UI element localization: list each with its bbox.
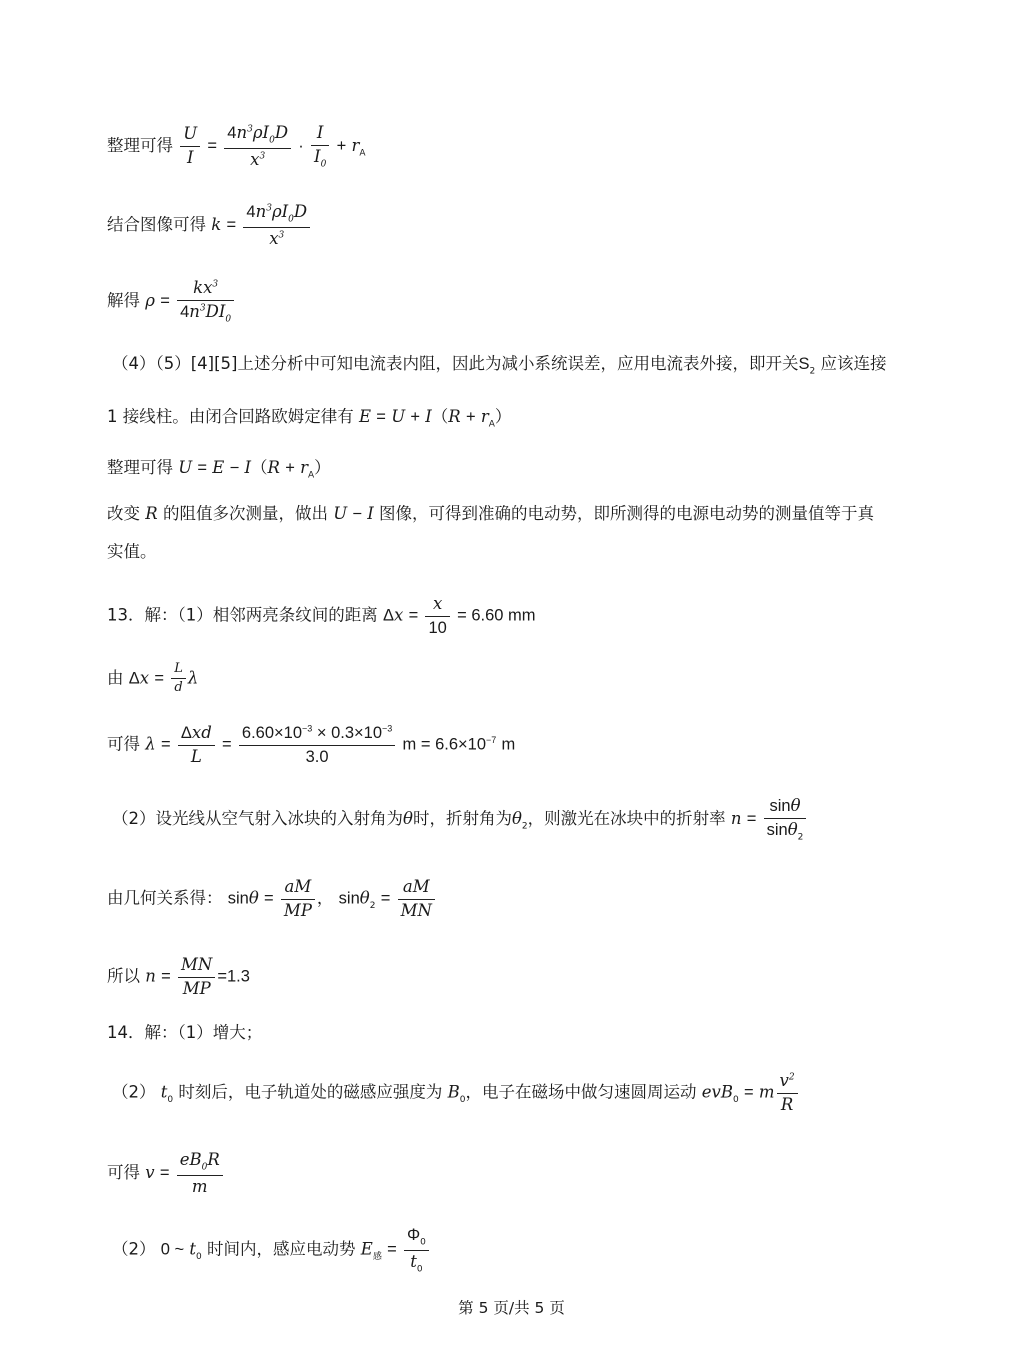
question-13-line-2: 由 Δx = $\frac{L}{d}$ λ	[107, 660, 198, 698]
question-13-line-5: 由几何关系得： sinθ = $\frac{aM}{MP}$ ， sinθ$_2$ = $\frac{aM}{MN}$	[107, 876, 437, 922]
fraction: $\frac{v^2}{R}$	[777, 1070, 798, 1116]
value: × 0.3×10	[316, 724, 383, 742]
value: m	[501, 735, 516, 754]
text: ，则激光在冰块中的折射率	[527, 809, 726, 829]
text: 整理可得	[107, 458, 173, 477]
text: 解得	[107, 291, 140, 311]
page-footer: 第 5 页/共 5 页	[458, 1299, 565, 1317]
question-13-line-4: （2）设光线从空气射入冰块的入射角为θ时，折射角为$\theta_2$，则激光在冰块中的折射率 n = $\frac{\sin\theta}{\sin\theta_2}$	[112, 795, 808, 844]
text: 实值。	[107, 542, 157, 561]
value: =1.3	[217, 967, 250, 986]
value: −3	[302, 723, 313, 734]
paragraph-line-4: （4）（5）[4][5]上述分析中可知电流表内阻，因此为减小系统误差，应用电流表外接，即开关$S_2$ 应该连接	[112, 354, 887, 377]
text: （4）（5）[4][5]上述分析中可知电流表内阻，因此为减小系统误差，应用电流表外接，即开关	[112, 354, 799, 373]
text: （2）	[112, 1239, 156, 1259]
equation-line-3: 解得 ρ = $\frac{kx^3}{4n^3DI_0}$	[107, 277, 236, 326]
value: −7	[486, 735, 497, 746]
value: 3.0	[305, 747, 329, 766]
question-13-line-3: 可得 λ = $\frac{\text{Δxd}}{L}$ = $\frac{6.60\times 10^{-3} \times 0.3\times 10^{-3}}{3.0}$ $m = 6.6\times 10^{-7}$ m	[107, 722, 515, 768]
text: （2）	[112, 1082, 156, 1102]
fraction: $\frac{U}{I}$	[180, 123, 200, 169]
value: m = 6.6×10	[402, 735, 487, 754]
question-14-line-3: 可得 v = $\frac{eB_0R}{m}$	[107, 1149, 225, 1198]
fraction: $\frac{MN}{MP}$	[178, 954, 215, 1000]
value: −3	[382, 723, 393, 734]
paragraph-line-5: 1 接线柱。由闭合回路欧姆定律有 $E = U + I(R + r_A)$	[107, 407, 512, 430]
question-14-line-2: （2） $t_0$ 时刻后，电子轨道处的磁感应强度为 $B_0$，电子在磁场中做匀速圆周运动 evB$_0$ = m $\frac{v^2}{R}$	[112, 1070, 800, 1116]
value: 0 ~	[160, 1240, 185, 1259]
fraction: $\frac{4n^3\rho I_0D}{x^3}$	[224, 122, 291, 171]
paragraph-line-6: 整理可得 $U = E - I(R + r_A)$	[107, 458, 331, 481]
paragraph-line-7: 改变 R 的阻值多次测量，做出 U − I 图像，可得到准确的电动势，即所测得的电源电动势的测量值等于真	[107, 504, 875, 523]
text: 时间内，感应电动势	[207, 1239, 356, 1259]
fraction: $\frac{I}{I_0}$	[311, 122, 329, 171]
paragraph-line-8	[107, 544, 157, 561]
fraction: $\frac{kx^3}{4n^3DI_0}$	[177, 277, 234, 326]
text: 13．解：（1）相邻两亮条纹间的距离	[107, 605, 378, 625]
fraction: $\frac{x}{10}$	[425, 593, 449, 639]
text: 14．解：（1）增大；	[107, 1023, 263, 1042]
question-13-line-1: 13．解：（1）相邻两亮条纹间的距离 Δx = $\frac{x}{10}$ = 6.60 mm	[107, 593, 536, 639]
equation-line-2: 结合图像可得 k = $\frac{4n^3\rho I_0D}{x^3}$	[107, 201, 312, 250]
text: 整理可得	[107, 136, 173, 156]
fraction	[239, 722, 395, 768]
fraction: $\frac{aM}{MN}$	[398, 876, 435, 922]
fraction: $\frac{4n^3\rho I_0D}{x^3}$	[243, 201, 310, 250]
text: 可得	[107, 1163, 140, 1183]
text: 由	[107, 668, 124, 688]
text: 改变	[107, 504, 140, 523]
fraction: $\frac{eB_0R}{m}$	[177, 1149, 223, 1198]
question-14-line-1	[107, 1025, 262, 1042]
text: 应该连接	[820, 354, 887, 373]
text: （2）设光线从空气射入冰块的入射角为	[112, 809, 403, 829]
text: 图像，可得到准确的电动势，即所测得的电源电动势的测量值等于真	[379, 504, 875, 523]
text: 由几何关系得：	[107, 888, 223, 908]
value: 6.60×10	[241, 724, 303, 742]
fraction: $\frac{\Phi_0}{t_0}$	[404, 1224, 429, 1276]
equation-line-1: 整理可得 $\frac{U}{I}$ = $\frac{4n^3\rho I_0D}{x^3}$ · $\frac{I}{I_0}$ + $r_A$	[107, 122, 366, 171]
text: 结合图像可得	[107, 215, 206, 235]
fraction: $\frac{\sin\theta}{\sin\theta_2}$	[764, 795, 807, 844]
text: ，电子在磁场中做匀速圆周运动	[465, 1082, 697, 1102]
question-13-line-6: 所以 n = $\frac{MN}{MP}$ =1.3	[107, 954, 250, 1000]
text: 时刻后，电子轨道处的磁感应强度为	[178, 1082, 443, 1102]
text: 时，折射角为	[412, 809, 512, 829]
question-14-line-4: （2） 0 ~ $t_0$ 时间内，感应电动势 $E_感$ = $\frac{\Phi_0}{t_0}$	[112, 1224, 431, 1276]
fraction: $\frac{L}{d}$	[171, 660, 186, 698]
text: 的阻值多次测量，做出	[162, 504, 328, 523]
value: = 6.60 mm	[457, 606, 536, 625]
fraction: $\frac{aM}{MP}$	[281, 876, 315, 922]
fraction: $\frac{\text{Δxd}}{L}$	[178, 722, 215, 768]
text: 1 接线柱。由闭合回路欧姆定律有	[107, 407, 354, 426]
text: 可得	[107, 734, 140, 754]
text: 所以	[107, 966, 140, 986]
